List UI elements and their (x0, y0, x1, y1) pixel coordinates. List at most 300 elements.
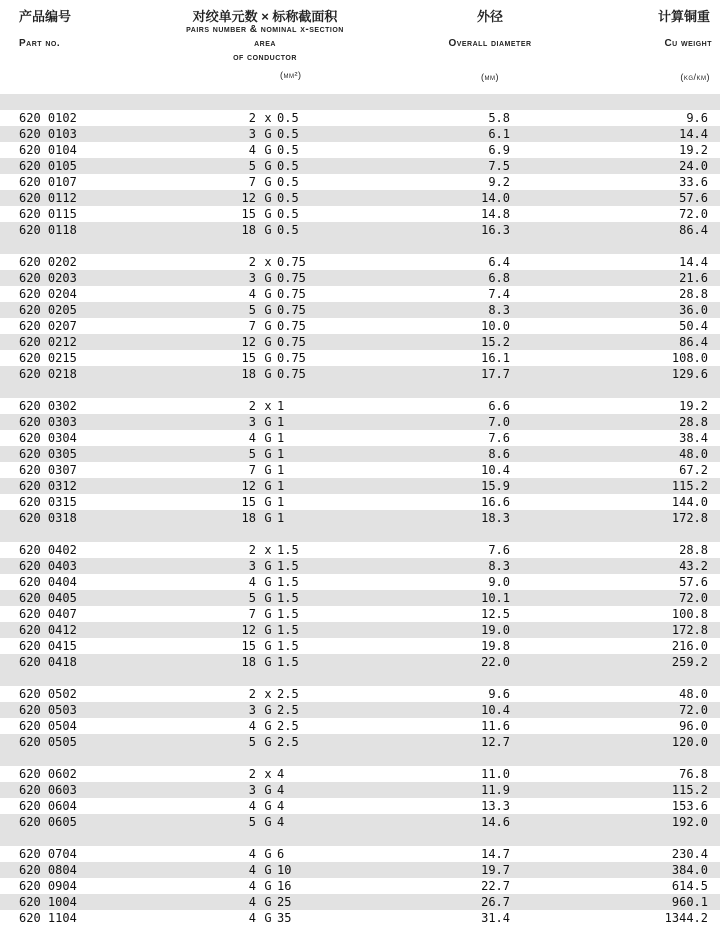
part-number-cell: 620 0502 (19, 687, 77, 701)
separator-cell: G (264, 463, 272, 477)
pairs-count-cell: 15 (241, 495, 256, 509)
section-area-cell: 0.75 (277, 319, 306, 333)
table-row (0, 446, 720, 462)
overall-diameter-cell: 13.3 (481, 799, 510, 813)
pairs-count-cell: 4 (248, 879, 256, 893)
table-row (0, 622, 720, 638)
section-area-cell: 0.75 (277, 335, 306, 349)
separator-cell: G (264, 879, 272, 893)
separator-cell: G (264, 591, 272, 605)
cu-weight-cell: 9.6 (686, 111, 708, 125)
part-number-cell: 620 0603 (19, 783, 77, 797)
cu-weight-cell: 33.6 (679, 175, 708, 189)
section-area-cell: 1.5 (277, 559, 299, 573)
overall-diameter-cell: 16.3 (481, 223, 510, 237)
separator-cell: G (264, 271, 272, 285)
part-number-cell: 620 0403 (19, 559, 77, 573)
group-separator (0, 526, 720, 542)
section-area-cell: 2.5 (277, 687, 299, 701)
section-area-cell: 0.75 (277, 367, 306, 381)
table-row (0, 654, 720, 670)
part-number-cell: 620 0204 (19, 287, 77, 301)
overall-diameter-cell: 10.0 (481, 319, 510, 333)
separator-cell: G (264, 719, 272, 733)
section-area-cell: 1.5 (277, 655, 299, 669)
table-row (0, 222, 720, 238)
overall-diameter-cell: 10.4 (481, 463, 510, 477)
pairs-count-cell: 4 (248, 431, 256, 445)
table-row (0, 814, 720, 830)
cu-unit: (kg/km) (680, 72, 710, 82)
pairs-count-cell: 15 (241, 639, 256, 653)
table-row (0, 494, 720, 510)
overall-diameter-cell: 14.6 (481, 815, 510, 829)
overall-diameter-cell: 31.4 (481, 911, 510, 925)
section-area-cell: 1.5 (277, 623, 299, 637)
section-area-cell: 1.5 (277, 575, 299, 589)
separator-cell: G (264, 703, 272, 717)
separator-cell: G (264, 287, 272, 301)
table-row (0, 126, 720, 142)
cu-weight-cell: 120.0 (671, 735, 708, 749)
part-number-cell: 620 0218 (19, 367, 77, 381)
section-area-cell: 1.5 (277, 543, 299, 557)
overall-diameter-cell: 6.9 (488, 143, 510, 157)
cu-weight-cell: 115.2 (671, 783, 708, 797)
table-row (0, 574, 720, 590)
section-header-en-3: of conductor (233, 52, 297, 63)
pairs-count-cell: 18 (241, 367, 256, 381)
table-header (0, 0, 720, 86)
section-area-cell: 0.75 (277, 303, 306, 317)
overall-diameter-cell: 10.1 (481, 591, 510, 605)
pairs-count-cell: 4 (248, 575, 256, 589)
section-area-cell: 35 (277, 911, 292, 925)
part-number-cell: 620 0303 (19, 415, 77, 429)
section-header-en-2: area (254, 38, 276, 49)
separator-cell: x (264, 111, 272, 125)
cu-weight-cell: 14.4 (679, 255, 708, 269)
part-number-cell: 620 0118 (19, 223, 77, 237)
overall-diameter-cell: 14.8 (481, 207, 510, 221)
section-area-cell: 1 (277, 431, 285, 445)
table-row (0, 542, 720, 558)
table-row (0, 398, 720, 414)
overall-diameter-cell: 8.3 (488, 559, 510, 573)
separator-cell: G (264, 863, 272, 877)
separator-cell: G (264, 511, 272, 525)
section-area-cell: 1 (277, 415, 285, 429)
cu-weight-cell: 72.0 (679, 703, 708, 717)
cu-weight-cell: 28.8 (679, 415, 708, 429)
pairs-count-cell: 5 (248, 591, 256, 605)
cu-weight-cell: 76.8 (679, 767, 708, 781)
overall-diameter-cell: 7.0 (488, 415, 510, 429)
section-area-cell: 4 (277, 783, 285, 797)
part-number-cell: 620 0404 (19, 575, 77, 589)
overall-diameter-cell: 8.6 (488, 447, 510, 461)
pairs-count-cell: 2 (248, 111, 256, 125)
section-area-cell: 2.5 (277, 719, 299, 733)
table-row (0, 174, 720, 190)
part-number-cell: 620 0605 (19, 815, 77, 829)
table-row (0, 158, 720, 174)
separator-cell: x (264, 255, 272, 269)
part-number-cell: 620 0418 (19, 655, 77, 669)
section-area-cell: 16 (277, 879, 292, 893)
overall-diameter-cell: 15.2 (481, 335, 510, 349)
part-number-cell: 620 0115 (19, 207, 77, 221)
separator-cell: G (264, 895, 272, 909)
pairs-count-cell: 12 (241, 479, 256, 493)
section-header-cn: 对绞单元数 × 标称截面积 (192, 9, 338, 24)
section-area-cell: 1 (277, 399, 285, 413)
section-area-cell: 0.5 (277, 143, 299, 157)
section-area-cell: 25 (277, 895, 292, 909)
overall-diameter-cell: 5.8 (488, 111, 510, 125)
separator-cell: G (264, 415, 272, 429)
table-row (0, 510, 720, 526)
cu-weight-cell: 28.8 (679, 287, 708, 301)
pairs-count-cell: 5 (248, 447, 256, 461)
cu-weight-cell: 36.0 (679, 303, 708, 317)
part-number-cell: 620 0102 (19, 111, 77, 125)
part-number-cell: 620 0304 (19, 431, 77, 445)
pairs-count-cell: 15 (241, 351, 256, 365)
cu-weight-cell: 67.2 (679, 463, 708, 477)
table-row (0, 334, 720, 350)
group-separator (0, 830, 720, 846)
separator-cell: G (264, 575, 272, 589)
overall-diameter-cell: 14.0 (481, 191, 510, 205)
pairs-count-cell: 3 (248, 703, 256, 717)
group-separator (0, 238, 720, 254)
cu-weight-cell: 48.0 (679, 687, 708, 701)
cu-weight-cell: 230.4 (671, 847, 708, 861)
cu-weight-cell: 192.0 (671, 815, 708, 829)
diameter-unit: (mm) (481, 72, 499, 82)
section-area-cell: 1 (277, 479, 285, 493)
pairs-count-cell: 4 (248, 895, 256, 909)
cu-weight-cell: 259.2 (671, 655, 708, 669)
section-unit: (mm²) (280, 70, 302, 80)
separator-cell: G (264, 191, 272, 205)
section-area-cell: 0.5 (277, 159, 299, 173)
separator-cell: G (264, 655, 272, 669)
table-row (0, 846, 720, 862)
overall-diameter-cell: 12.5 (481, 607, 510, 621)
cu-weight-cell: 129.6 (671, 367, 708, 381)
overall-diameter-cell: 11.9 (481, 783, 510, 797)
overall-diameter-cell: 16.1 (481, 351, 510, 365)
pairs-count-cell: 4 (248, 911, 256, 925)
section-area-cell: 0.5 (277, 111, 299, 125)
part-number-cell: 620 0505 (19, 735, 77, 749)
cu-weight-cell: 384.0 (671, 863, 708, 877)
overall-diameter-cell: 14.7 (481, 847, 510, 861)
section-area-cell: 0.5 (277, 191, 299, 205)
pairs-count-cell: 5 (248, 303, 256, 317)
cu-weight-cell: 48.0 (679, 447, 708, 461)
overall-diameter-cell: 9.2 (488, 175, 510, 189)
table-row (0, 590, 720, 606)
separator-cell: G (264, 127, 272, 141)
part-number-cell: 620 0112 (19, 191, 77, 205)
diameter-header-en: Overall diameter (448, 38, 532, 49)
section-area-cell: 0.5 (277, 127, 299, 141)
overall-diameter-cell: 16.6 (481, 495, 510, 509)
section-area-cell: 1 (277, 463, 285, 477)
pairs-count-cell: 7 (248, 319, 256, 333)
separator-cell: G (264, 815, 272, 829)
overall-diameter-cell: 19.8 (481, 639, 510, 653)
separator-cell: G (264, 911, 272, 925)
pairs-count-cell: 3 (248, 559, 256, 573)
cu-weight-cell: 153.6 (671, 799, 708, 813)
table-row (0, 478, 720, 494)
separator-cell: x (264, 399, 272, 413)
part-number-cell: 620 0504 (19, 719, 77, 733)
separator-cell: G (264, 367, 272, 381)
cu-weight-cell: 57.6 (679, 191, 708, 205)
section-area-cell: 1.5 (277, 639, 299, 653)
section-area-cell: 1.5 (277, 607, 299, 621)
separator-cell: G (264, 735, 272, 749)
overall-diameter-cell: 19.7 (481, 863, 510, 877)
pairs-count-cell: 2 (248, 767, 256, 781)
part-header-cn: 产品编号 (19, 9, 72, 24)
pairs-count-cell: 4 (248, 719, 256, 733)
pairs-count-cell: 12 (241, 191, 256, 205)
part-number-cell: 620 0302 (19, 399, 77, 413)
part-header-en: Part no. (19, 38, 61, 49)
overall-diameter-cell: 26.7 (481, 895, 510, 909)
table-row (0, 302, 720, 318)
table-row (0, 430, 720, 446)
table-row (0, 606, 720, 622)
cu-header-cn: 计算铜重 (657, 9, 710, 24)
overall-diameter-cell: 8.3 (488, 303, 510, 317)
cu-header-en: Cu weight (664, 38, 712, 49)
part-number-cell: 620 0315 (19, 495, 77, 509)
cu-weight-cell: 96.0 (679, 719, 708, 733)
pairs-count-cell: 12 (241, 623, 256, 637)
part-number-cell: 620 0407 (19, 607, 77, 621)
part-number-cell: 620 1004 (19, 895, 77, 909)
cu-weight-cell: 19.2 (679, 399, 708, 413)
part-number-cell: 620 0503 (19, 703, 77, 717)
separator-cell: G (264, 623, 272, 637)
part-number-cell: 620 0604 (19, 799, 77, 813)
overall-diameter-cell: 12.7 (481, 735, 510, 749)
overall-diameter-cell: 6.1 (488, 127, 510, 141)
pairs-count-cell: 7 (248, 175, 256, 189)
overall-diameter-cell: 7.5 (488, 159, 510, 173)
table-row (0, 798, 720, 814)
pairs-count-cell: 4 (248, 847, 256, 861)
pairs-count-cell: 15 (241, 207, 256, 221)
table-row (0, 910, 720, 926)
separator-cell: G (264, 143, 272, 157)
part-number-cell: 620 0207 (19, 319, 77, 333)
overall-diameter-cell: 7.6 (488, 543, 510, 557)
cu-weight-cell: 115.2 (671, 479, 708, 493)
section-area-cell: 0.5 (277, 223, 299, 237)
part-number-cell: 620 0402 (19, 543, 77, 557)
section-area-cell: 1 (277, 447, 285, 461)
separator-cell: G (264, 495, 272, 509)
separator-cell: G (264, 799, 272, 813)
cu-weight-cell: 72.0 (679, 591, 708, 605)
table-row (0, 366, 720, 382)
part-number-cell: 620 0105 (19, 159, 77, 173)
table-row (0, 558, 720, 574)
table-row (0, 190, 720, 206)
section-area-cell: 1 (277, 495, 285, 509)
part-number-cell: 620 0215 (19, 351, 77, 365)
pairs-count-cell: 18 (241, 511, 256, 525)
separator-cell: G (264, 783, 272, 797)
cu-weight-cell: 960.1 (671, 895, 708, 909)
pairs-count-cell: 2 (248, 255, 256, 269)
overall-diameter-cell: 6.4 (488, 255, 510, 269)
pairs-count-cell: 3 (248, 415, 256, 429)
separator-cell: x (264, 687, 272, 701)
cu-weight-cell: 172.8 (671, 623, 708, 637)
separator-cell: G (264, 447, 272, 461)
part-number-cell: 620 0203 (19, 271, 77, 285)
table-row (0, 878, 720, 894)
table-row (0, 766, 720, 782)
separator-cell: x (264, 543, 272, 557)
pairs-count-cell: 3 (248, 783, 256, 797)
part-number-cell: 620 0307 (19, 463, 77, 477)
overall-diameter-cell: 22.0 (481, 655, 510, 669)
pairs-count-cell: 5 (248, 159, 256, 173)
overall-diameter-cell: 10.4 (481, 703, 510, 717)
table-row (0, 862, 720, 878)
overall-diameter-cell: 17.7 (481, 367, 510, 381)
table-row (0, 270, 720, 286)
cu-weight-cell: 86.4 (679, 335, 708, 349)
section-area-cell: 1 (277, 511, 285, 525)
table-row (0, 686, 720, 702)
overall-diameter-cell: 11.0 (481, 767, 510, 781)
table-row (0, 286, 720, 302)
cu-weight-cell: 144.0 (671, 495, 708, 509)
pairs-count-cell: 3 (248, 127, 256, 141)
section-area-cell: 0.75 (277, 287, 306, 301)
part-number-cell: 620 0205 (19, 303, 77, 317)
section-area-cell: 6 (277, 847, 285, 861)
separator-cell: G (264, 431, 272, 445)
table-row (0, 350, 720, 366)
section-area-cell: 0.75 (277, 271, 306, 285)
table-row (0, 318, 720, 334)
overall-diameter-cell: 6.6 (488, 399, 510, 413)
pairs-count-cell: 12 (241, 335, 256, 349)
part-number-cell: 620 0704 (19, 847, 77, 861)
overall-diameter-cell: 18.3 (481, 511, 510, 525)
cu-weight-cell: 86.4 (679, 223, 708, 237)
separator-cell: G (264, 847, 272, 861)
table-row (0, 894, 720, 910)
part-number-cell: 620 0804 (19, 863, 77, 877)
cu-weight-cell: 14.4 (679, 127, 708, 141)
section-area-cell: 0.5 (277, 175, 299, 189)
table-row (0, 638, 720, 654)
separator-cell: G (264, 479, 272, 493)
cu-weight-cell: 21.6 (679, 271, 708, 285)
section-area-cell: 2.5 (277, 735, 299, 749)
part-number-cell: 620 0312 (19, 479, 77, 493)
overall-diameter-cell: 9.6 (488, 687, 510, 701)
cu-weight-cell: 1344.2 (664, 911, 708, 925)
group-separator (0, 670, 720, 686)
separator-cell: G (264, 207, 272, 221)
overall-diameter-cell: 6.8 (488, 271, 510, 285)
group-separator (0, 382, 720, 398)
section-header-en-1: pairs number & nominal x-section (186, 24, 344, 35)
overall-diameter-cell: 7.6 (488, 431, 510, 445)
section-area-cell: 0.75 (277, 255, 306, 269)
table-row (0, 702, 720, 718)
separator-cell: G (264, 351, 272, 365)
pairs-count-cell: 7 (248, 607, 256, 621)
part-number-cell: 620 0415 (19, 639, 77, 653)
pairs-count-cell: 2 (248, 543, 256, 557)
pairs-count-cell: 18 (241, 223, 256, 237)
cu-weight-cell: 38.4 (679, 431, 708, 445)
cu-weight-cell: 216.0 (671, 639, 708, 653)
section-area-cell: 4 (277, 815, 285, 829)
table-row (0, 414, 720, 430)
pairs-count-cell: 5 (248, 815, 256, 829)
table-row (0, 782, 720, 798)
separator-cell: G (264, 159, 272, 173)
separator-cell: G (264, 607, 272, 621)
cu-weight-cell: 72.0 (679, 207, 708, 221)
pairs-count-cell: 18 (241, 655, 256, 669)
overall-diameter-cell: 11.6 (481, 719, 510, 733)
section-area-cell: 4 (277, 767, 285, 781)
overall-diameter-cell: 22.7 (481, 879, 510, 893)
part-number-cell: 620 0103 (19, 127, 77, 141)
table-row (0, 462, 720, 478)
cu-weight-cell: 19.2 (679, 143, 708, 157)
part-number-cell: 620 0212 (19, 335, 77, 349)
overall-diameter-cell: 19.0 (481, 623, 510, 637)
part-number-cell: 620 0904 (19, 879, 77, 893)
table-row (0, 254, 720, 270)
table-row (0, 734, 720, 750)
part-number-cell: 620 0412 (19, 623, 77, 637)
group-separator (0, 750, 720, 766)
section-area-cell: 0.5 (277, 207, 299, 221)
table-row (0, 206, 720, 222)
separator-cell: x (264, 767, 272, 781)
separator-cell: G (264, 335, 272, 349)
table-row (0, 718, 720, 734)
pairs-count-cell: 4 (248, 799, 256, 813)
pairs-count-cell: 2 (248, 687, 256, 701)
cu-weight-cell: 57.6 (679, 575, 708, 589)
pairs-count-cell: 4 (248, 287, 256, 301)
overall-diameter-cell: 7.4 (488, 287, 510, 301)
part-number-cell: 620 1104 (19, 911, 77, 925)
separator-cell: G (264, 223, 272, 237)
cu-weight-cell: 50.4 (679, 319, 708, 333)
